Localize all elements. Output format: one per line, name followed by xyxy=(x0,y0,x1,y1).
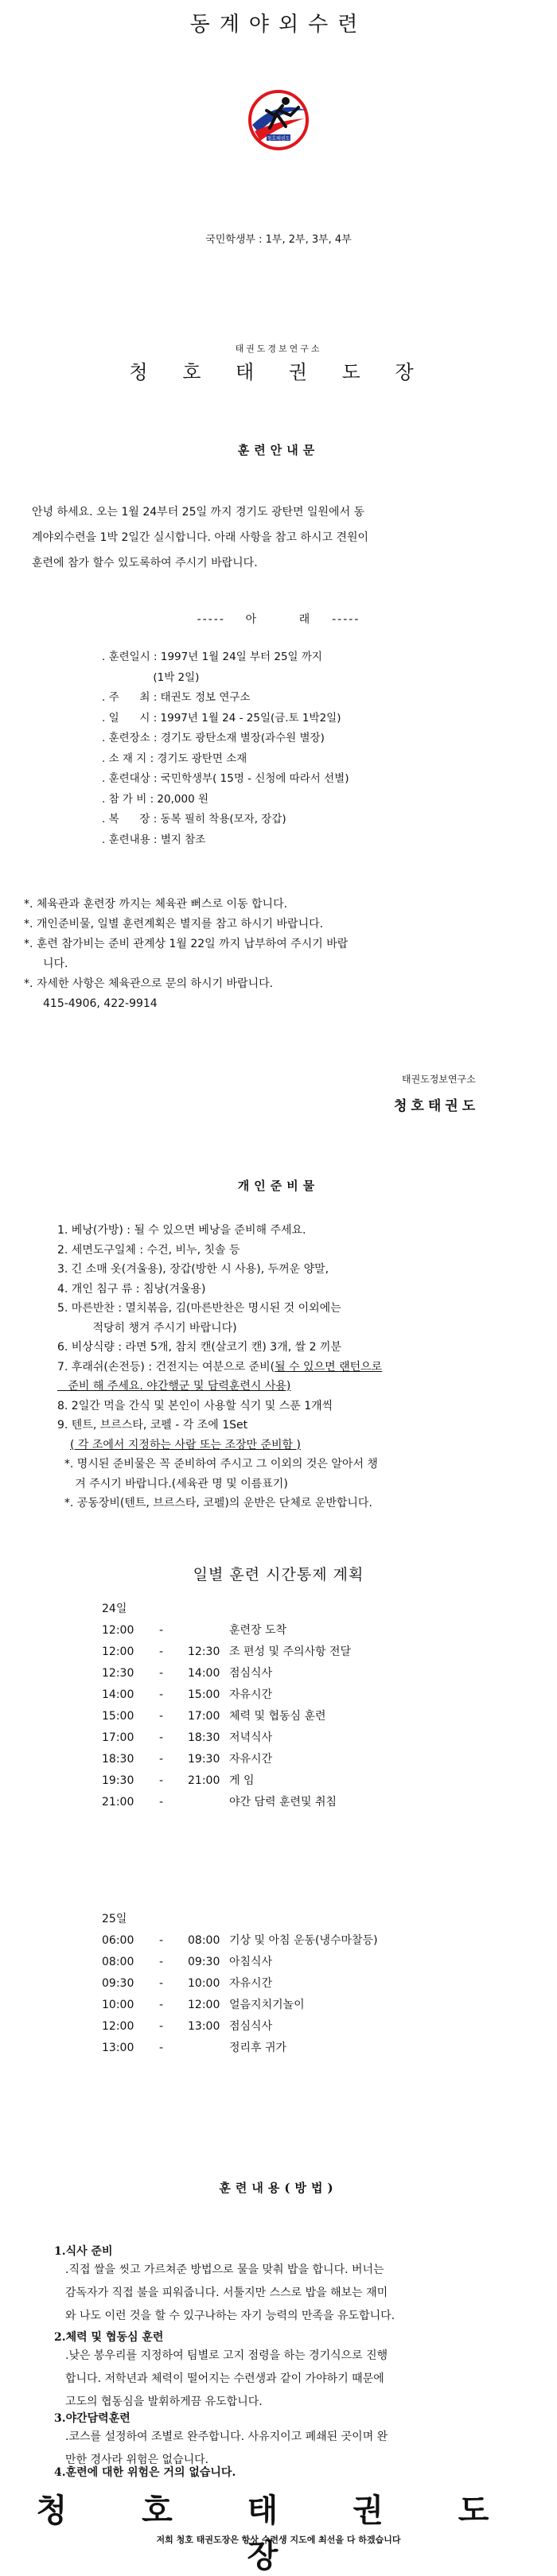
training-title: 2.체력 및 협동심 훈련 xyxy=(54,2331,164,2344)
training-title: 4.훈련에 대한 위험은 거의 없습니다. xyxy=(54,2466,236,2479)
prep-item: 3. 긴 소매 옷(겨울용), 장갑(방한 시 사용), 두꺼운 양말, xyxy=(57,1263,329,1276)
schedule-row xyxy=(102,1770,255,1792)
training-title: 3.야간담력훈련 xyxy=(54,2412,130,2425)
schedule-day2 xyxy=(102,1909,378,2059)
notice-bullets xyxy=(24,895,533,1014)
prep-item-7-underlined: 될 수 있으면 랜턴으로 xyxy=(275,1360,383,1373)
intro-line: 안녕 하세요. 오는 1월 24부터 25일 까지 경기도 광탄면 일원에서 동 xyxy=(32,506,365,519)
start-time: 09:30 xyxy=(102,1977,134,1990)
activity: 얼음지치기놀이 xyxy=(229,1999,305,2011)
start-time: 12:30 xyxy=(102,1667,134,1680)
training-section-1 xyxy=(54,2243,532,2328)
schedule-row xyxy=(102,1684,273,1706)
activity: 자유시간 xyxy=(229,1688,273,1701)
prep-item: 6. 비상식량 : 라면 5개, 참치 캔(살코기 캔) 3개, 쌀 2 끼분 xyxy=(57,1341,342,1354)
intro-line: 훈련에 참가 할수 있도록하여 주시기 바랍니다. xyxy=(32,557,258,569)
day-label: 24일 xyxy=(102,1603,127,1615)
detail-row: . 일 시 : 1997년 1월 24 - 25일(금.토 1박2일) xyxy=(102,711,341,725)
time-dash: - xyxy=(159,1731,164,1744)
prep-heading: 개인준비물 xyxy=(237,1179,320,1193)
training-line: .낮은 봉우리를 지정하여 팀별로 고지 점령을 하는 경기식으로 진행 xyxy=(65,2349,388,2362)
end-time: 15:00 xyxy=(188,1688,220,1701)
activity: 점심식사 xyxy=(229,1667,273,1680)
detail-row: . 훈련내용 : 별지 참조 xyxy=(102,833,206,846)
detail-list xyxy=(102,647,349,850)
start-time: 19:30 xyxy=(102,1774,134,1787)
footer-dojang: 청 호 태 권 도 장 xyxy=(36,2492,521,2574)
start-time: 13:00 xyxy=(102,2042,134,2054)
activity: 게 임 xyxy=(229,1774,255,1787)
detail-row: . 훈련장소 : 경기도 광탄소재 별장(과수원 별장) xyxy=(102,732,325,744)
activity: 체력 및 협동심 훈련 xyxy=(229,1710,326,1723)
end-time: 08:00 xyxy=(188,1934,220,1947)
time-dash: - xyxy=(159,1667,164,1680)
dojang-name: 청 호 태 권 도 장 xyxy=(129,361,428,383)
training-section-4 xyxy=(54,2464,532,2480)
end-time: 10:00 xyxy=(188,1977,220,1990)
time-dash: - xyxy=(159,1645,164,1658)
schedule-day1 xyxy=(102,1599,352,1813)
org-small: 태권도정보연구소 xyxy=(402,1074,476,1085)
bullet-item: *. 자세한 사항은 체육관으로 문의 하시기 바랍니다. xyxy=(24,977,274,990)
training-section-3 xyxy=(54,2410,532,2472)
notice-marker: ----- 아 래 ----- xyxy=(197,613,360,626)
bullet-item: 니다. xyxy=(43,958,68,970)
prep-list xyxy=(57,1221,535,1513)
detail-row: . 복 장 : 동복 필히 착용(모자, 장갑) xyxy=(102,813,286,826)
training-heading: 훈련내용(방법) xyxy=(219,2181,338,2195)
time-dash: - xyxy=(159,1753,164,1766)
prep-item: 1. 베낭(가방) : 될 수 있으면 베낭을 준비해 주세요. xyxy=(57,1224,306,1237)
start-time: 12:00 xyxy=(102,2020,134,2033)
activity: 훈련장 도착 xyxy=(229,1624,287,1637)
intro-line: 계야외수련을 1박 2일간 실시합니다. 아래 사항을 참고 하시고 견원이 xyxy=(32,531,369,544)
prep-item-7 xyxy=(57,1358,535,1377)
time-dash: - xyxy=(159,1774,164,1787)
activity: 점심식사 xyxy=(229,2020,273,2033)
training-section-2 xyxy=(54,2329,532,2414)
time-dash: - xyxy=(159,1999,164,2011)
activity: 조 편성 및 주의사항 전달 xyxy=(229,1645,352,1658)
training-line: .코스를 설정하여 조별로 완주합니다. 사유지이고 폐쇄된 곳이며 완 xyxy=(65,2430,388,2443)
prep-item: 적당히 챙겨 주시기 바랍니다) xyxy=(57,1321,237,1335)
start-time: 15:00 xyxy=(102,1710,134,1723)
prep-item: *. 명시된 준비물은 꼭 준비하여 주시고 그 이외의 것은 알아서 챙 xyxy=(57,1458,378,1471)
schedule-row xyxy=(102,2016,273,2038)
activity: 저녁식사 xyxy=(229,1731,273,1744)
svg-text:청호태권도: 청호태권도 xyxy=(267,136,290,142)
activity: 자유시간 xyxy=(229,1977,273,1990)
detail-row: (1박 2일) xyxy=(102,670,200,684)
schedule-row xyxy=(102,2038,287,2059)
prep-item: 2. 세면도구일체 : 수건, 비누, 칫솔 등 xyxy=(57,1243,240,1257)
time-dash: - xyxy=(159,1934,164,1947)
prep-item: 4. 개인 침구 류 : 침낭(겨울용) xyxy=(57,1282,206,1296)
prep-item: 겨 주시기 바랍니다.(세육관 명 및 이름표기) xyxy=(57,1477,288,1490)
activity: 자유시간 xyxy=(229,1753,273,1766)
end-time: 18:30 xyxy=(188,1731,220,1744)
schedule-row xyxy=(102,1995,305,2016)
schedule-row xyxy=(102,1952,273,1973)
prep-item: 5. 마른반찬 : 멸치볶음, 김(마른반찬은 명시된 것 이외에는 xyxy=(57,1302,341,1315)
schedule-row xyxy=(102,1620,287,1642)
schedule-row xyxy=(102,1792,337,1813)
training-line: 만한 경사라 위험은 없습니다. xyxy=(65,2454,209,2466)
activity: 기상 및 아침 운동(냉수마찰등) xyxy=(229,1934,378,1947)
training-line: 합니다. 저학년과 체력이 떨어지는 수련생과 같이 가야하기 때문에 xyxy=(65,2372,384,2385)
time-dash: - xyxy=(159,1688,164,1701)
phone-numbers: 415-4906, 422-9914 xyxy=(43,997,158,1010)
schedule-row xyxy=(102,1930,378,1952)
detail-row: . 참 가 비 : 20,000 원 xyxy=(102,792,208,806)
schedule-row xyxy=(102,1727,273,1749)
end-time: 19:30 xyxy=(188,1753,220,1766)
training-line: 고도의 협동심을 발휘하게끔 유도합니다. xyxy=(65,2395,263,2408)
activity: 야간 담력 훈련및 취침 xyxy=(229,1796,337,1809)
activity: 정리후 귀가 xyxy=(229,2042,287,2054)
guide-heading: 훈련안내문 xyxy=(237,443,320,457)
end-time: 17:00 xyxy=(188,1710,220,1723)
prep-item: 9. 텐트, 브르스타, 코펠 - 각 조에 1Set xyxy=(57,1419,248,1432)
training-line: 감독자가 직접 불을 피워줍니다. 서툴지만 스스로 밥을 해보는 재미 xyxy=(65,2287,388,2299)
start-time: 12:00 xyxy=(102,1645,134,1658)
start-time: 17:00 xyxy=(102,1731,134,1744)
training-line: 와 나도 이런 것을 할 수 있구나하는 자기 능력의 만족을 유도합니다. xyxy=(65,2310,395,2322)
end-time: 09:30 xyxy=(188,1956,220,1968)
training-title: 1.식사 준비 xyxy=(54,2245,113,2258)
time-dash: - xyxy=(159,1796,164,1809)
schedule-row xyxy=(102,1706,326,1727)
end-time: 21:00 xyxy=(188,1774,220,1787)
time-dash: - xyxy=(159,1624,164,1637)
prep-item-note: ( 각 조에서 지정하는 사람 또는 조장만 준비함 ) xyxy=(70,1438,301,1451)
detail-row: . 훈련대상 : 국민학생부( 15명 - 신청에 따라서 선별) xyxy=(102,772,349,785)
bullet-item: *. 훈련 참가비는 준비 관계상 1월 22일 까지 납부하여 주시기 바랍 xyxy=(24,938,349,950)
schedule-row xyxy=(102,1642,352,1663)
schedule-row xyxy=(102,1663,273,1684)
end-time: 14:00 xyxy=(188,1667,220,1680)
detail-row: . 훈련일시 : 1997년 1월 24일 부터 25일 까지 xyxy=(102,651,322,663)
start-time: 08:00 xyxy=(102,1956,134,1968)
start-time: 10:00 xyxy=(102,1999,134,2011)
start-time: 12:00 xyxy=(102,1624,134,1637)
bullet-item: *. 개인준비물, 일별 훈련계획은 별지를 참고 하시기 바랍니다. xyxy=(24,918,324,931)
prep-item-7-text: 7. 후래쉬(손전등) : 건전지는 여분으로 준비( xyxy=(57,1360,275,1373)
prep-item: 준비 해 주세요. 야간행군 및 담력훈련시 사용) xyxy=(57,1380,291,1393)
detail-row: . 소 재 지 : 경기도 광탄면 소재 xyxy=(102,752,247,765)
end-time: 13:00 xyxy=(188,2020,220,2033)
detail-row: . 주 최 : 태권도 정보 연구소 xyxy=(102,691,251,704)
grades-text: 국민학생부 : 1부, 2부, 3부, 4부 xyxy=(205,234,352,246)
schedule-row xyxy=(102,1973,273,1995)
day-label: 25일 xyxy=(102,1913,127,1925)
start-time: 14:00 xyxy=(102,1688,134,1701)
org-big: 청호태권도 xyxy=(394,1098,480,1114)
prep-item: *. 공동장비(텐트, 브르스타, 코펠)의 운반은 단체로 운반합니다. xyxy=(57,1497,372,1509)
taekwondo-logo xyxy=(243,84,314,155)
end-time: 12:30 xyxy=(188,1645,220,1658)
schedule-title: 일별 훈련 시간통제 계획 xyxy=(193,1566,364,1583)
start-time: 18:30 xyxy=(102,1753,134,1766)
time-dash: - xyxy=(159,2042,164,2054)
prep-item: 8. 2일간 먹을 간식 및 본인이 사용할 식기 및 스푼 1개씩 xyxy=(57,1399,333,1412)
time-dash: - xyxy=(159,2020,164,2033)
document-title: 동계야외수련 xyxy=(189,13,368,37)
institute-name: 태권도경보연구소 xyxy=(235,344,322,354)
start-time: 21:00 xyxy=(102,1796,134,1809)
time-dash: - xyxy=(159,1956,164,1968)
time-dash: - xyxy=(159,1710,164,1723)
time-dash: - xyxy=(159,1977,164,1990)
end-time: 12:00 xyxy=(188,1999,220,2011)
training-line: .직접 쌀을 씻고 가르쳐준 방법으로 물을 맞춰 밥을 합니다. 버너는 xyxy=(65,2263,384,2276)
intro-paragraph xyxy=(32,499,525,576)
start-time: 06:00 xyxy=(102,1934,134,1947)
footer-note: 저희 청호 태권도장은 항상 수련생 지도에 최선을 다 하겠습니다 xyxy=(156,2535,401,2545)
schedule-row xyxy=(102,1749,273,1770)
activity: 아침식사 xyxy=(229,1956,273,1968)
bullet-item: *. 체육관과 훈련장 까지는 체육관 뻐스로 이동 합니다. xyxy=(24,898,288,911)
